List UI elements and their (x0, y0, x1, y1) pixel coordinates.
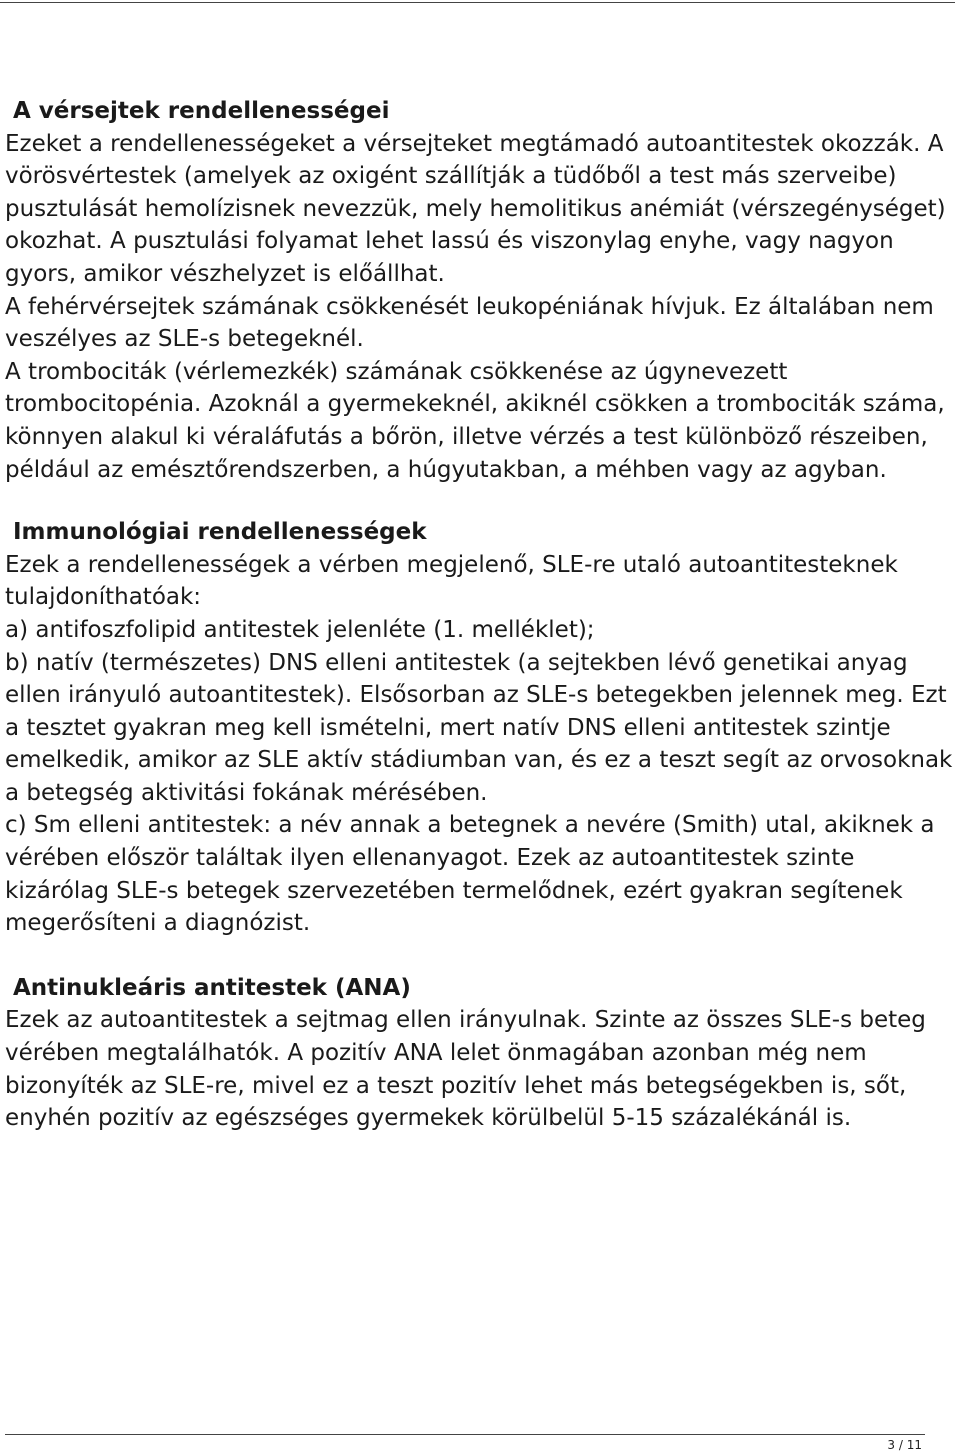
section-spacer (5, 940, 955, 972)
section-antinuclear-antibodies (5, 972, 955, 1135)
list-item: b) natív (természetes) DNS elleni antitestek (a sejtekben lévő genetikai anyag ellen irányuló autoantitestek). Elsősorban az SLE-s betegekben jelennek meg. Ezt a tesztet gyakran meg kell ismételni, mert natív DNS elleni antitestek szintje emelkedik, amikor az SLE aktív stádiumban van, és ez a teszt segít az orvosoknak a betegség aktivitási fokának mérésében. (5, 649, 953, 806)
footer-divider (5, 1434, 925, 1435)
paragraph: Ezek a rendellenességek a vérben megjelenő, SLE-re utaló autoantitesteknek tulajdoníthatóak: (5, 551, 898, 611)
top-divider (0, 2, 955, 3)
section-immunological-disorders (5, 516, 955, 940)
section-heading: Antinukleáris antitestek (ANA) (13, 974, 411, 1001)
paragraph: A fehérvérsejtek számának csökkenését leukopéniának hívjuk. Ez általában nem veszélyes az SLE-s betegeknél. (5, 293, 934, 353)
section-spacer (5, 486, 955, 516)
list-item: a) antifoszfolipid antitestek jelenléte (1. melléklet); (5, 616, 595, 643)
page-number: 3 / 11 (887, 1438, 922, 1452)
list-item: c) Sm elleni antitestek: a név annak a betegnek a nevére (Smith) utal, akiknek a vérében először találtak ilyen ellenanyagot. Ezek az autoantitestek szinte kizárólag SLE-s betegek szervezetében termelődnek, ezért gyakran segítenek megerősíteni a diagnózist. (5, 812, 935, 937)
section-heading: Immunológiai rendellenességek (13, 519, 427, 546)
paragraph: A trombociták (vérlemezkék) számának csökkenése az úgynevezett trombocitopénia. Azoknál a gyermekeknél, akiknél csökken a trombociták száma, könnyen alakul ki véraláfutás a bőrön, illetve vérzés a test különböző részeiben, például az emésztőrendszerben, a húgyutakban, a méhben vagy az agyban. (5, 358, 945, 483)
paragraph: Ezek az autoantitestek a sejtmag ellen irányulnak. Szinte az összes SLE-s beteg vérében megtalálhatók. A pozitív ANA lelet önmagában azonban még nem bizonyíték az SLE-re, mivel ez a teszt pozitív lehet más betegségekben is, sőt, enyhén pozitív az egészséges gyermekek körülbelül 5-15 százalékánál is. (5, 1007, 926, 1132)
document-body (5, 95, 955, 1135)
section-heading: A vérsejtek rendellenességei (13, 98, 390, 124)
section-blood-cell-disorders (5, 95, 955, 486)
paragraph: Ezeket a rendellenességeket a vérsejteket megtámadó autoantitestek okozzák. A vörösvértestek (amelyek az oxigént szállítják a tüdőből a test más szerveibe) pusztulását hemolízisnek nevezzük, mely hemolitikus anémiát (vérszegénységet) okozhat. A pusztulási folyamat lehet lassú és viszonylag enyhe, vagy nagyon gyors, amikor vészhelyzet is előállhat. (5, 130, 946, 287)
